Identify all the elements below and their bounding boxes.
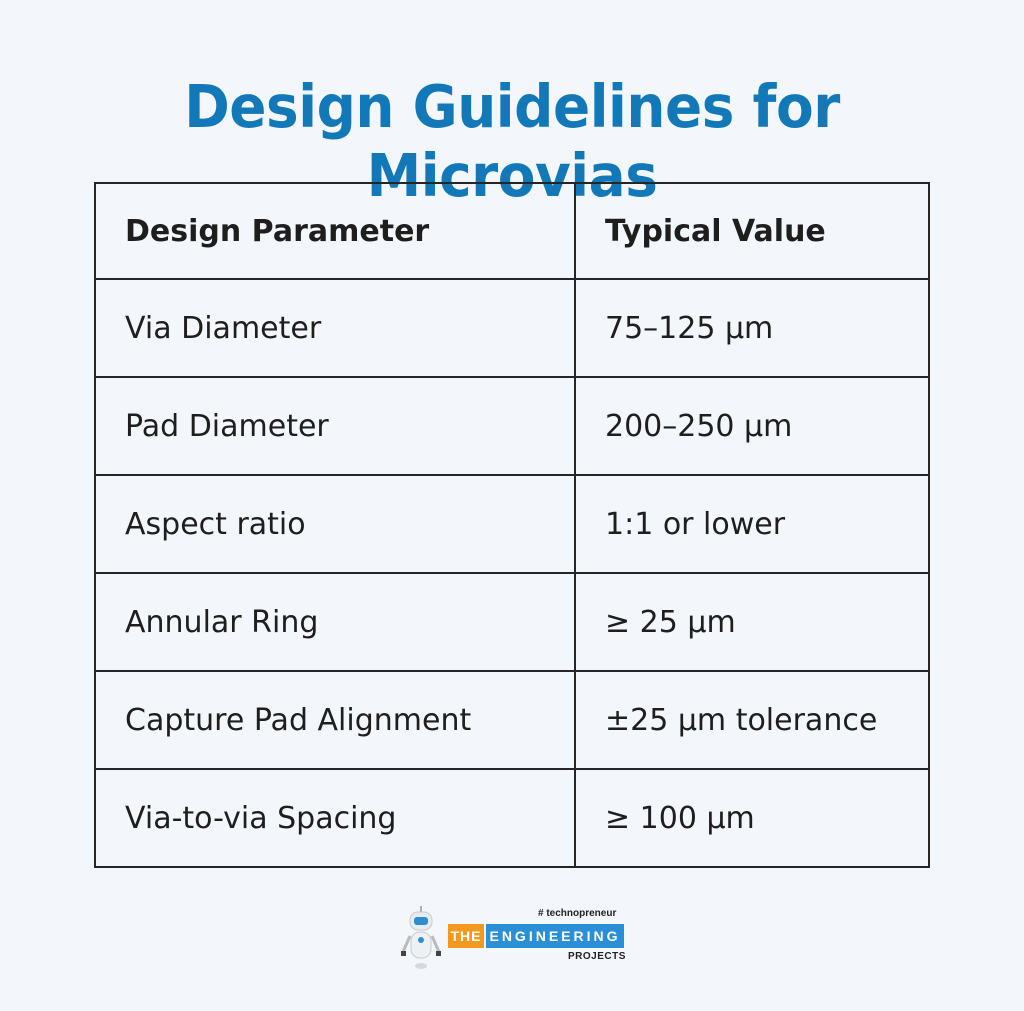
table-row [95, 279, 929, 377]
cell-parameter: Pad Diameter [95, 377, 575, 475]
logo-projects: PROJECTS [568, 951, 626, 962]
cell-value: 1:1 or lower [575, 475, 929, 573]
logo-engineering: ENGINEERING [486, 924, 624, 948]
table-row [95, 671, 929, 769]
logo-the: THE [448, 924, 484, 948]
table-row [95, 475, 929, 573]
guidelines-table [94, 182, 930, 868]
cell-value: ≥ 25 µm [575, 573, 929, 671]
cell-value: 75–125 µm [575, 279, 929, 377]
cell-value: ±25 µm tolerance [575, 671, 929, 769]
cell-parameter: Annular Ring [95, 573, 575, 671]
cell-parameter: Capture Pad Alignment [95, 671, 575, 769]
cell-value: 200–250 µm [575, 377, 929, 475]
brand-logo [398, 900, 628, 975]
header-value: Typical Value [575, 183, 929, 279]
cell-value: ≥ 100 µm [575, 769, 929, 867]
table-row [95, 377, 929, 475]
cell-parameter: Aspect ratio [95, 475, 575, 573]
table-header-row [95, 183, 929, 279]
cell-parameter: Via-to-via Spacing [95, 769, 575, 867]
header-parameter: Design Parameter [95, 183, 575, 279]
page-title: Design Guidelines for Microvias [184, 72, 840, 210]
table-row [95, 769, 929, 867]
cell-parameter: Via Diameter [95, 279, 575, 377]
logo-tagline: # technopreneur [538, 908, 617, 919]
robot-icon [398, 904, 444, 972]
table-row [95, 573, 929, 671]
